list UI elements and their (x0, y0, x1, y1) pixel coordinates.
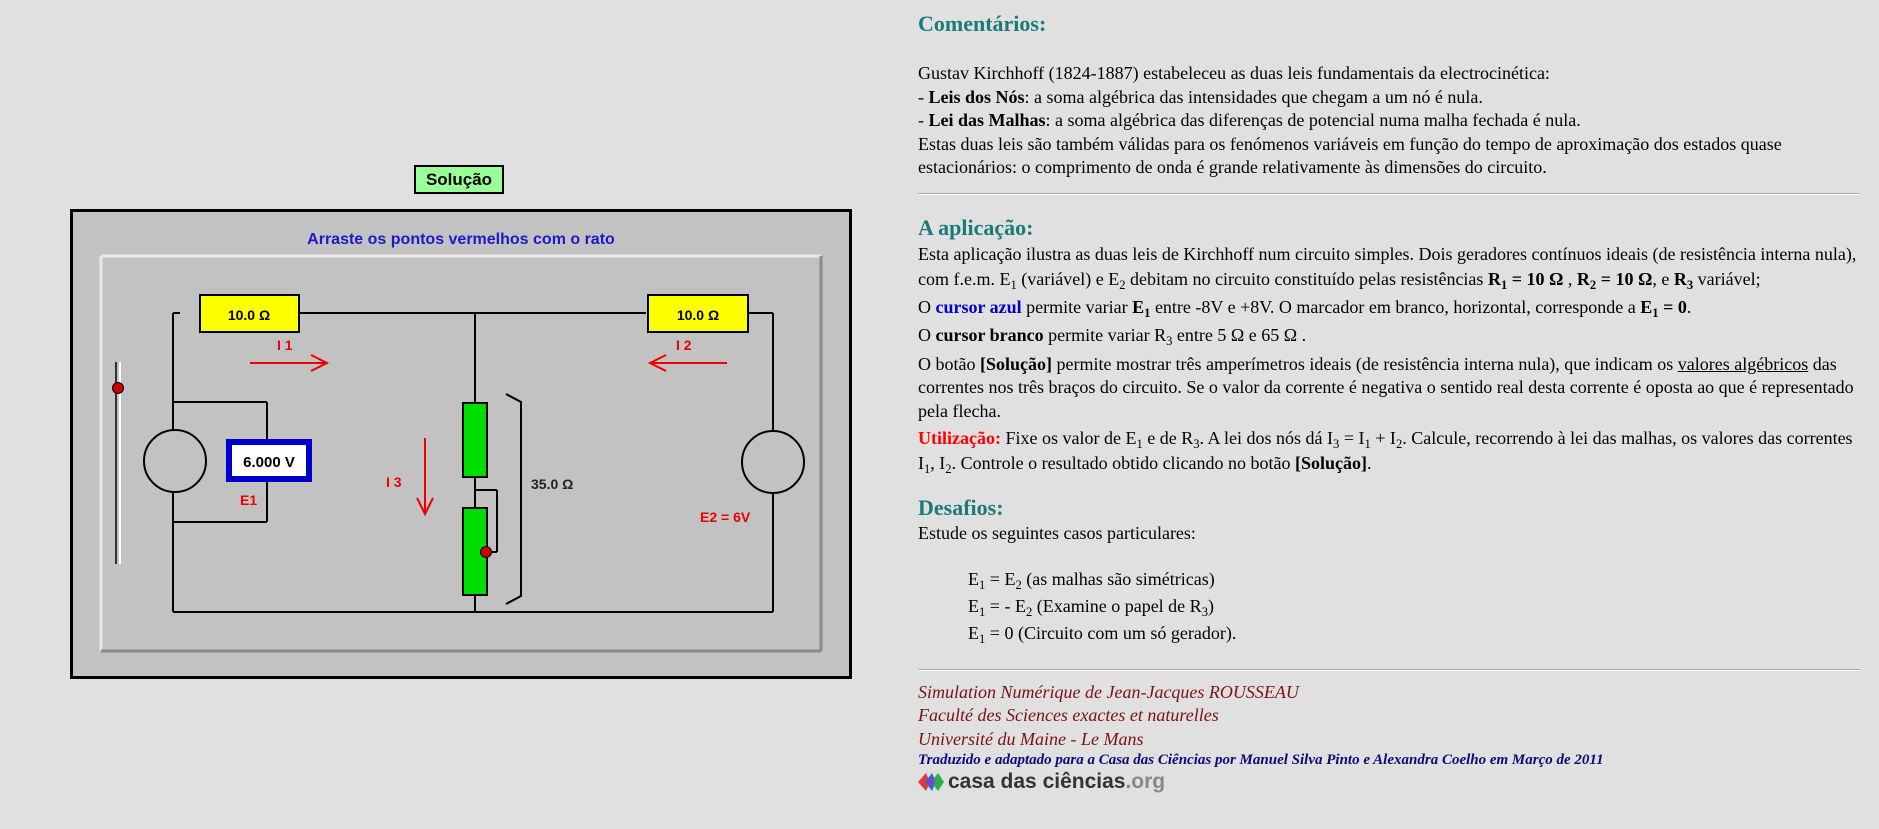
casa-das-ciencias-logo[interactable]: casa das ciências .org (918, 770, 1860, 794)
application-p1: Esta aplicação ilustra as duas leis de Kirchhoff num circuito simples. Dois geradores contínuos ideais (de resistência interna nula), com f.e.m. $E_1$ (variável) e $E_2$ debitam no circuito constituído pelas resistências $R_1 = 10$ Ω , $R_2 = 10$ Ω, e $R_3$ variável; (918, 243, 1857, 292)
e1-generator-symbol (144, 430, 206, 492)
circuit-applet (70, 209, 852, 679)
application-p2: O cursor azul permite variar $E_1$ entre -8V e +8V. O marcador em branco, horizontal, corresponde a $E_1 = 0$. (918, 296, 1692, 320)
r2-resistor (648, 295, 748, 332)
drag-instruction: Arraste os pontos vermelhos com o rato (307, 231, 615, 248)
r3-label: 35.0 Ω (531, 476, 574, 492)
i3-label: I 3 (386, 474, 402, 490)
i1-label: I 1 (277, 337, 293, 353)
challenge-case-1: $E_1 = E_2$ (as malhas são simétricas) (968, 568, 1215, 592)
credit-translation: Traduzido e adaptado para a Casa das Ciências por Manuel Silva Pinto e Alexandra Coelho em Março de 2011 (918, 752, 1604, 768)
e2-generator-symbol (742, 431, 804, 493)
credit-author: Simulation Numérique de Jean-Jacques ROUSSEAU (918, 681, 1299, 702)
comments-heading: Comentários: (918, 11, 1047, 36)
challenges-heading: Desafios: (918, 495, 1004, 520)
i2-label: I 2 (676, 337, 692, 353)
comments-malhas: - Lei das Malhas: a soma algébrica das diferenças de potencial numa malha fechada é nula. (918, 110, 1581, 130)
r3-drag-handle[interactable] (481, 547, 492, 558)
circuit-canvas (73, 212, 849, 676)
comments-extra: Estas duas leis são também válidas para os fenómenos variáveis em função do tempo de aproximação dos estados quase estacionários: o comprimento de onda é grande relativamente às dimensões do circuito. (918, 133, 1782, 177)
e1-drag-handle[interactable] (113, 383, 124, 394)
solucao-button[interactable]: Solução (414, 165, 504, 194)
e1-voltage-value: 6.000 V (243, 454, 295, 471)
blue-cursor-term: cursor azul (935, 296, 1022, 317)
r1-resistor (200, 295, 299, 332)
application-p3: O cursor branco permite variar $R_3$ entre 5 Ω e 65 Ω . (918, 325, 1307, 348)
usage-label: Utilização: (918, 428, 1001, 448)
credit-university: Université du Maine - Le Mans (918, 728, 1144, 749)
challenge-case-2: $E_1$ = - $E_2$ (Examine o papel de $R_3$) (968, 595, 1214, 619)
comments-intro: Gustav Kirchhoff (1824-1887) estabeleceu as duas leis fundamentais da electrocinética: (918, 63, 1550, 83)
explanation-panel (918, 10, 1860, 794)
challenges-intro: Estude os seguintes casos particulares: (918, 523, 1196, 543)
e2-label: E2 = 6V (700, 509, 751, 525)
r3-resistor-upper (463, 403, 487, 477)
comments-nos: - Leis dos Nós: a soma algébrica das intensidades que chegam a um nó é nula. (918, 86, 1483, 107)
r1-label: 10.0 Ω (227, 307, 271, 323)
application-usage: Utilização: Fixe os valor de $E_1$ e de $R_3$. A lei dos nós dá $I_3 = I_1 + I_2$. Calcule, recorrendo à lei das malhas, os valores das correntes $I_1$, $I_2$. Controle o resultado obtido clicando no botão [Solução]. (918, 428, 1853, 476)
challenges-list (968, 566, 1860, 647)
logo-icon (918, 771, 944, 793)
r2-label: 10.0 Ω (676, 307, 720, 323)
algebraic-values-link[interactable]: valores algébricos (1677, 353, 1809, 374)
challenge-case-3: $E_1 = 0$ (Circuito com um só gerador). (968, 622, 1237, 646)
e1-label: E1 (240, 492, 258, 508)
application-p4: O botão [Solução] permite mostrar três amperímetros ideais (de resistência interna nula), que indicam os valores algébricos das correntes nos três braços do circuito. Se o valor da corrente é negativa o sentido real desta corrente é oposta ao que é representado pela flecha. (918, 353, 1854, 421)
application-heading: A aplicação: (918, 214, 1034, 240)
credit-faculty: Faculté des Sciences exactes et naturelles (918, 705, 1219, 725)
